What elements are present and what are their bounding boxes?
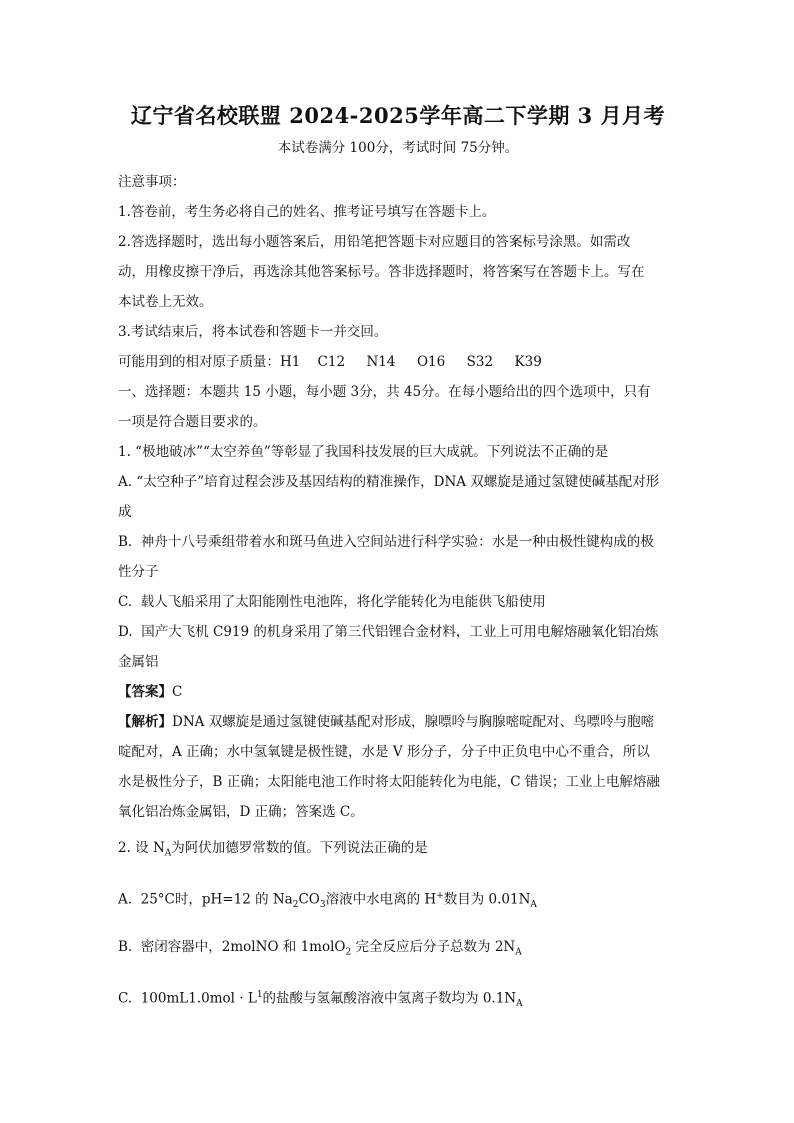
atomic-mass-line: 可能用到的相对原子质量：H1 C12 N14 O16 S32 K39 (118, 354, 542, 370)
section-1-line-1: 一、选择题：本题共 15 小题，每小题 3分，共 45分。在每小题给出的四个选项中，只有 (118, 384, 651, 400)
exam-page (118, 100, 678, 1031)
exam-subtitle: 本试卷满分 100分，考试时间 75分钟。 (277, 140, 519, 156)
answer-value: C (172, 684, 183, 700)
q1-answer (118, 677, 678, 707)
exam-title: 辽宁省名校联盟 2024-2025学年高二下学期 3 月月考 (130, 103, 666, 128)
notice-item-2-line-2: 动，用橡皮擦干净后，再选涂其他答案标号。答非选择题时，将答案写在答题卡上。写在 (118, 264, 645, 280)
notice-heading: 注意事项： (118, 174, 186, 190)
q1-stem: 1. “极地破冰”“太空养鱼”等彰显了我国科技发展的巨大成就。下列说法不正确的是 (118, 444, 609, 460)
q1-analysis-line-1 (118, 707, 678, 737)
q1-option-b-line-1: B. 神舟十八号乘组带着水和斑马鱼进入空间站进行科学实验：水是一种由极性键构成的极 (118, 534, 654, 550)
notice-item-1: 1.答卷前，考生务必将自己的姓名、推考证号填写在答题卡上。 (118, 204, 496, 220)
q1-option-a-line-2: 成 (118, 504, 132, 520)
q1-analysis-line-3: 水是极性分子，B 正确；太阳能电池工作时将太阳能转化为电能，C 错误；工业上电解熔融 (118, 774, 660, 790)
notice-section (118, 167, 678, 377)
analysis-text-1: DNA 双螺旋是通过氢键使碱基配对形成，腺嘌呤与胸腺嘧啶配对、鸟嘌呤与胞嘧 (172, 714, 655, 730)
analysis-label: 【解析】 (118, 714, 172, 730)
section-1-line-2: 一项是符合题目要求的。 (118, 414, 267, 430)
section-1-heading (118, 377, 678, 437)
q1-analysis-line-4: 氧化铝冶炼金属铝，D 正确；答案选 C。 (118, 804, 364, 820)
notice-item-3: 3.考试结束后，将本试卷和答题卡一并交回。 (118, 324, 388, 340)
q1-option-c: C. 载人飞船采用了太阳能刚性电池阵，将化学能转化为电能供飞船使用 (118, 594, 546, 610)
q1-option-b-line-2: 性分子 (118, 564, 159, 580)
q1-option-a-line-1: A. “太空种子”培育过程会涉及基因结构的精准操作，DNA 双螺旋是通过氢键使碱基配对形 (118, 474, 660, 490)
q1-option-d-line-2: 金属铝 (118, 654, 159, 670)
question-1 (118, 437, 678, 827)
q1-analysis-line-2: 啶配对，A 正确；水中氢氧键是极性键，水是 V 形分子，分子中正负电中心不重合，所以 (118, 744, 650, 760)
notice-item-2-line-3: 本试卷上无效。 (118, 294, 213, 310)
q2-option-a: A. 25°C时，pH=12 的 $Na_2CO_3$溶液中水电离的 H+数目为 $0.01N_A$ (118, 890, 537, 910)
notice-item-2-line-1: 2.答选择题时，选出每小题答案后，用铅笔把答题卡对应题目的答案标号涂黑。如需改 (118, 234, 631, 250)
q2-stem: 2. 设 $N_A$为阿伏加德罗常数的值。下列说法正确的是 (118, 840, 428, 859)
question-2 (118, 833, 678, 1019)
q2-option-c: C. $100mL1.0mol \cdot L^1$的盐酸与氢氟酸溶液中氢离子数均为 $0.1N_A$ (118, 989, 523, 1009)
q2-option-b: B. 密闭容器中，2molNO 和 1molO$_2$ 完全反应后分子总数为 $2N_A$ (118, 938, 522, 958)
q1-option-d-line-1: D. 国产大飞机 C919 的机身采用了第三代铝锂合金材料，工业上可用电解熔融氧化铝冶炼 (118, 624, 659, 640)
answer-label: 【答案】 (118, 684, 172, 700)
